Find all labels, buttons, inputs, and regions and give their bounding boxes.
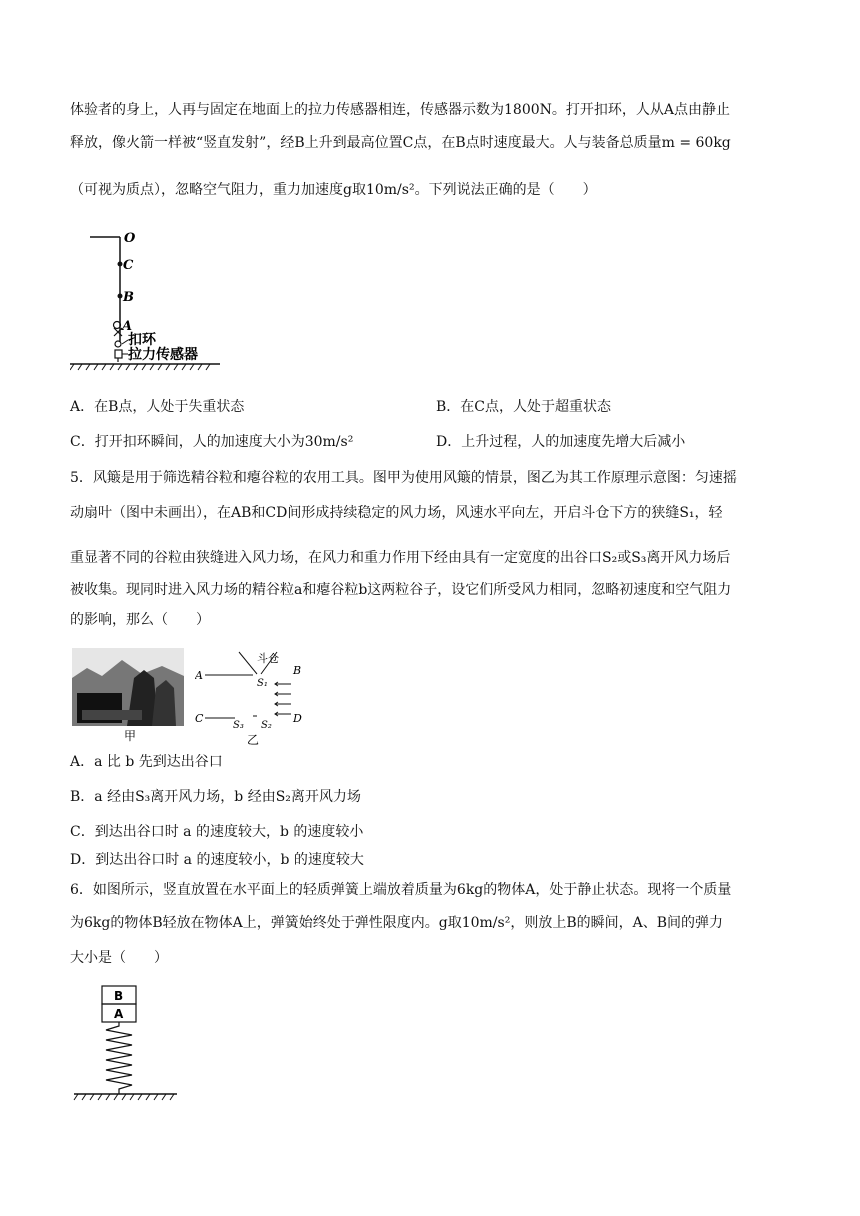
q5-text-line-4: 被收集。现同时进入风力场的精谷粒a和瘪谷粒b这两粒谷子，设它们所受风力相同，忽略初速度和空气阻力 bbox=[70, 582, 732, 598]
label-block-b: B bbox=[114, 989, 124, 1003]
label-jia: 甲 bbox=[124, 729, 137, 743]
label-d: D bbox=[293, 712, 302, 725]
q4-text-line-2: 释放，像火箭一样被“竖直发射”，经B上升到最高位置C点，在B点时速度最大。人与装备总质量m = 60kg bbox=[70, 135, 731, 151]
label-o: O bbox=[124, 231, 136, 246]
q4-text-line-1: 体验者的身上，人再与固定在地面上的拉力传感器相连，传感器示数为1800N。打开扣环，人从A点由静止 bbox=[70, 102, 730, 118]
label-a: A bbox=[122, 319, 133, 334]
q4-text-line-3: （可视为质点），忽略空气阻力，重力加速度g取10m/s²。下列说法正确的是（ ） bbox=[70, 182, 597, 198]
q4-option-b[interactable]: B．在C点，人处于超重状态 bbox=[436, 399, 611, 415]
q5-text-line-2: 动扇叶（图中未画出），在AB和CD间形成持续稳定的风力场，风速水平向左，开启斗仓下方的狭缝S₁，轻 bbox=[70, 505, 723, 521]
q5-text-line-1: 5．风簸是用于筛选精谷粒和瘪谷粒的农用工具。图甲为使用风簸的情景，图乙为其工作原理示意图：匀速摇 bbox=[70, 470, 737, 486]
q5-text-line-3: 重显著不同的谷粒由狭缝进入风力场，在风力和重力作用下经由具有一定宽度的出谷口S₂或S₃离开风力场后 bbox=[70, 550, 731, 566]
q5-option-d[interactable]: D．到达出谷口时 a 的速度较小，b 的速度较大 bbox=[70, 852, 364, 868]
q5-option-c[interactable]: C．到达出谷口时 a 的速度较大，b 的速度较小 bbox=[70, 824, 364, 840]
q5-text-line-5: 的影响，那么（ ） bbox=[70, 612, 210, 628]
label-c: C bbox=[195, 712, 204, 725]
label-a: A bbox=[195, 669, 203, 682]
label-b: B bbox=[123, 290, 134, 305]
q5-option-a[interactable]: A．a 比 b 先到达出谷口 bbox=[70, 754, 223, 770]
label-douchang: 斗仓 bbox=[257, 652, 279, 665]
label-kouhuan: 扣环 bbox=[128, 332, 156, 348]
q4-figure-sensor-diagram bbox=[70, 222, 230, 382]
label-c: C bbox=[123, 258, 134, 273]
q5-figure-photo-jia bbox=[72, 648, 187, 743]
label-s2: S₂ bbox=[261, 720, 272, 731]
label-yi: 乙 bbox=[247, 733, 260, 746]
q6-text-line-1: 6．如图所示，竖直放置在水平面上的轻质弹簧上端放着质量为6kg的物体A，处于静止状态。现将一个质量 bbox=[70, 882, 732, 898]
label-s1: S₁ bbox=[257, 678, 268, 689]
q6-figure-spring-blocks bbox=[72, 982, 182, 1107]
q6-text-line-2: 为6kg的物体B轻放在物体A上，弹簧始终处于弹性限度内。g取10m/s²，则放上B的瞬间，A、B间的弹力 bbox=[70, 915, 724, 931]
label-sensor: 拉力传感器 bbox=[128, 347, 198, 363]
q4-option-c[interactable]: C．打开扣环瞬间，人的加速度大小为30m/s² bbox=[70, 434, 354, 450]
label-s3: S₃ bbox=[233, 720, 244, 731]
q4-option-d[interactable]: D．上升过程，人的加速度先增大后减小 bbox=[436, 434, 686, 450]
q5-figure-schematic-yi bbox=[195, 646, 320, 746]
q4-option-a[interactable]: A．在B点，人处于失重状态 bbox=[70, 399, 245, 415]
q5-option-b[interactable]: B．a 经由S₃离开风力场，b 经由S₂离开风力场 bbox=[70, 789, 361, 805]
label-block-a: A bbox=[114, 1007, 124, 1021]
q6-text-line-3: 大小是（ ） bbox=[70, 950, 168, 966]
spring bbox=[106, 1022, 132, 1094]
label-b: B bbox=[293, 664, 302, 677]
